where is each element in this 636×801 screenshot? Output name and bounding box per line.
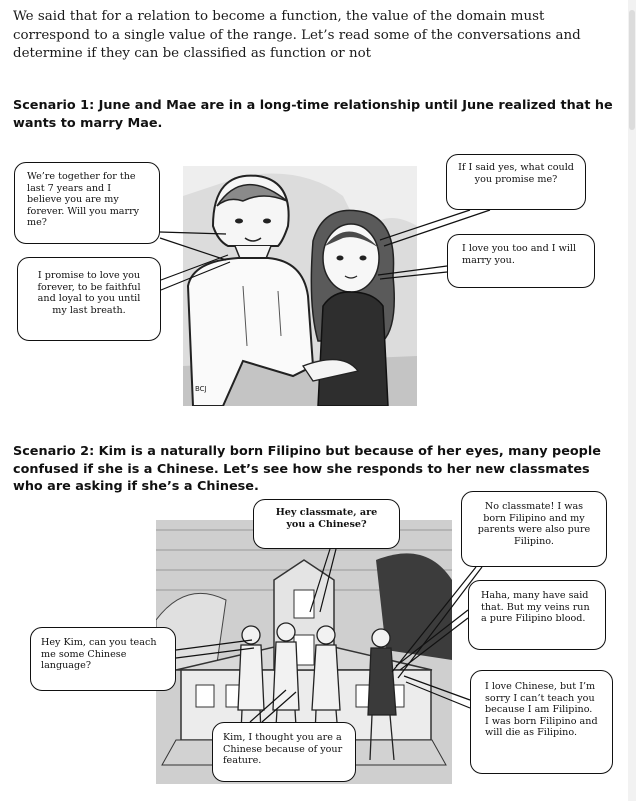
bubble-kim-answer-3: I love Chinese, but I’m sorry I can’t teach you because I am Filipino. I was born Filipino and will die as Filipino. <box>470 670 613 774</box>
bubble-classmate-question: Hey classmate, are you a Chinese? <box>253 499 400 549</box>
bubble-mae-question: If I said yes, what could you promise me? <box>446 154 586 210</box>
intro-paragraph: We said that for a relation to become a function, the value of the domain must correspond to a single value of the range. Let’s read some of the conversations and determine if they can be classified as function or not <box>13 9 581 62</box>
bubble-classmate-teach: Hey Kim, can you teach me some Chinese language? <box>30 627 176 691</box>
scrollbar[interactable] <box>628 0 636 801</box>
scrollbar-thumb[interactable] <box>629 10 635 130</box>
scenario-1-heading: Scenario 1: June and Mae are in a long-time relationship until June realized that he wants to marry Mae. <box>13 98 613 131</box>
bubble-june-promise: I promise to love you forever, to be faithful and loyal to you until my last breath. <box>17 257 161 341</box>
bubble-june-question: We’re together for the last 7 years and I believe you are my forever. Will you marry me? <box>14 162 160 244</box>
artist-signature: BCJ <box>195 385 207 393</box>
bubble-mae-answer: I love you too and I will marry you. <box>447 234 595 288</box>
bubble-classmate-thought: Kim, I thought you are a Chinese because of your feature. <box>212 722 356 782</box>
bubble-kim-answer-1: No classmate! I was born Filipino and my parents were also pure Filipino. <box>461 491 607 567</box>
scenario-1-illustration <box>183 166 417 406</box>
bubble-kim-answer-2: Haha, many have said that. But my veins run a pure Filipino blood. <box>468 580 606 650</box>
scenario-2-heading: Scenario 2: Kim is a naturally born Filipino but because of her eyes, many people confused if she is a Chinese. Let’s see how she responds to her new classmates who are asking if she’s a Chinese. <box>13 444 601 495</box>
mae-figure <box>303 210 394 406</box>
